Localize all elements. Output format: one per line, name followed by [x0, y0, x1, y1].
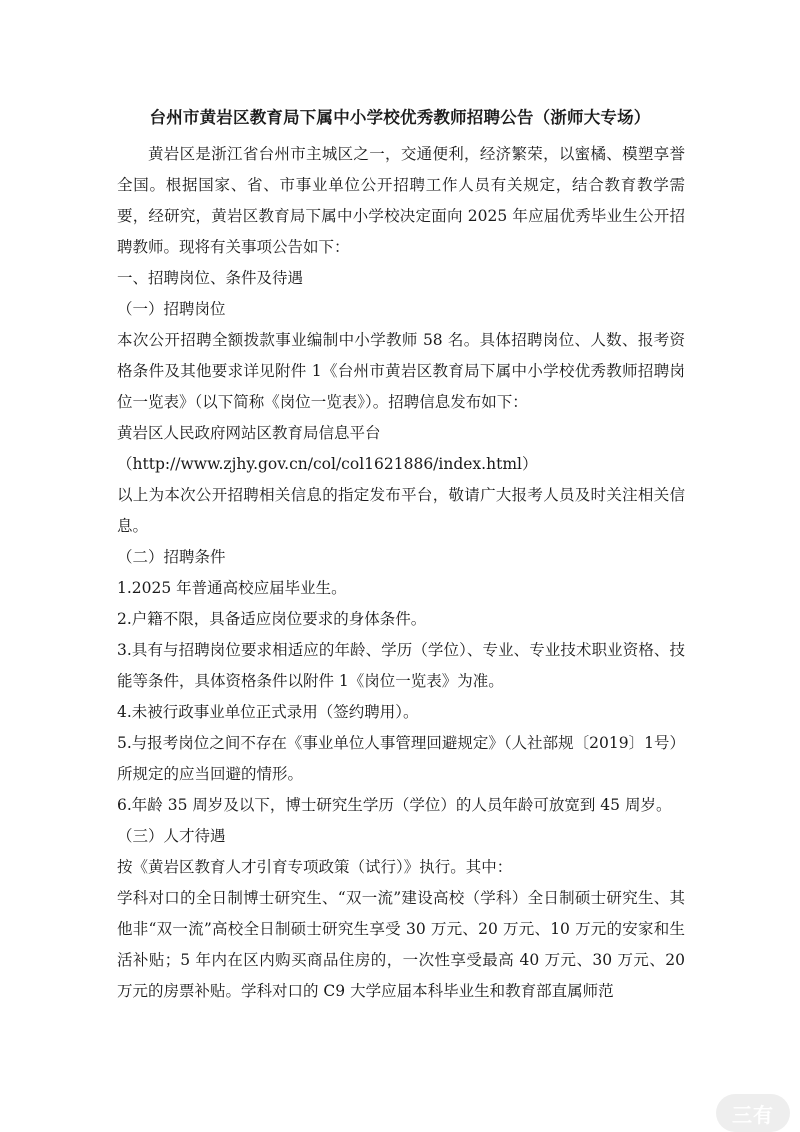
watermark-logo: 三有 — [716, 1094, 790, 1132]
list-item: 6.年龄 35 周岁及以下，博士研究生学历（学位）的人员年龄可放宽到 45 周岁。 — [117, 796, 672, 814]
list-item: 4.未被行政事业单位正式录用（签约聘用）。 — [117, 703, 419, 721]
paragraph: 以上为本次公开招聘相关信息的指定发布平台，敬请广大报考人员及时关注相关信息。 — [117, 486, 685, 535]
paragraph: 黄岩区人民政府网站区教育局信息平台 — [117, 424, 381, 442]
url-text: （http://www.zjhy.gov.cn/col/col1621886/index.html） — [117, 455, 538, 473]
subsection-heading: （一）招聘岗位 — [117, 300, 226, 318]
paragraph: 学科对口的全日制博士研究生、“双一流”建设高校（学科）全日制硕士研究生、其他非“双一流”高校全日制硕士研究生享受 30 万元、20 万元、10 万元的安家和生活补贴；5 年内在区内购买商品住房的，一次性享受最高 40 万元、30 万元、20 万元的房票补贴。学科对口的 C9 大学应届本科毕业生和教育部直属师范 — [117, 889, 685, 1000]
document-title: 台州市黄岩区教育局下属中小学校优秀教师招聘公告（浙师大专场） — [149, 108, 651, 127]
document-body — [117, 139, 685, 1007]
list-item: 1.2025 年普通高校应届毕业生。 — [117, 579, 347, 597]
intro-paragraph: 黄岩区是浙江省台州市主城区之一，交通便利，经济繁荣，以蜜橘、模塑享誉全国。根据国家、省、市事业单位公开招聘工作人员有关规定，结合教育教学需要，经研究，黄岩区教育局下属中小学校决定面向 2025 年应届优秀毕业生公开招聘教师。现将有关事项公告如下： — [117, 145, 685, 256]
subsection-heading: （三）人才待遇 — [117, 827, 226, 845]
list-item: 3.具有与招聘岗位要求相适应的年龄、学历（学位）、专业、专业技术职业资格、技能等条件，具体资格条件以附件 1《岗位一览表》为准。 — [117, 641, 685, 690]
paragraph: 本次公开招聘全额拨款事业编制中小学教师 58 名。具体招聘岗位、人数、报考资格条件及其他要求详见附件 1《台州市黄岩区教育局下属中小学校优秀教师招聘岗位一览表》（以下简称《岗位一览表》）。招聘信息发布如下： — [117, 331, 685, 411]
list-item: 2.户籍不限，具备适应岗位要求的身体条件。 — [117, 610, 427, 628]
paragraph: 按《黄岩区教育人才引育专项政策（试行）》执行。其中： — [117, 858, 513, 876]
section-heading: 一、招聘岗位、条件及待遇 — [117, 269, 304, 287]
list-item: 5.与报考岗位之间不存在《事业单位人事管理回避规定》（人社部规〔2019〕1号）所规定的应当回避的情形。 — [117, 734, 685, 783]
subsection-heading: （二）招聘条件 — [117, 548, 226, 566]
